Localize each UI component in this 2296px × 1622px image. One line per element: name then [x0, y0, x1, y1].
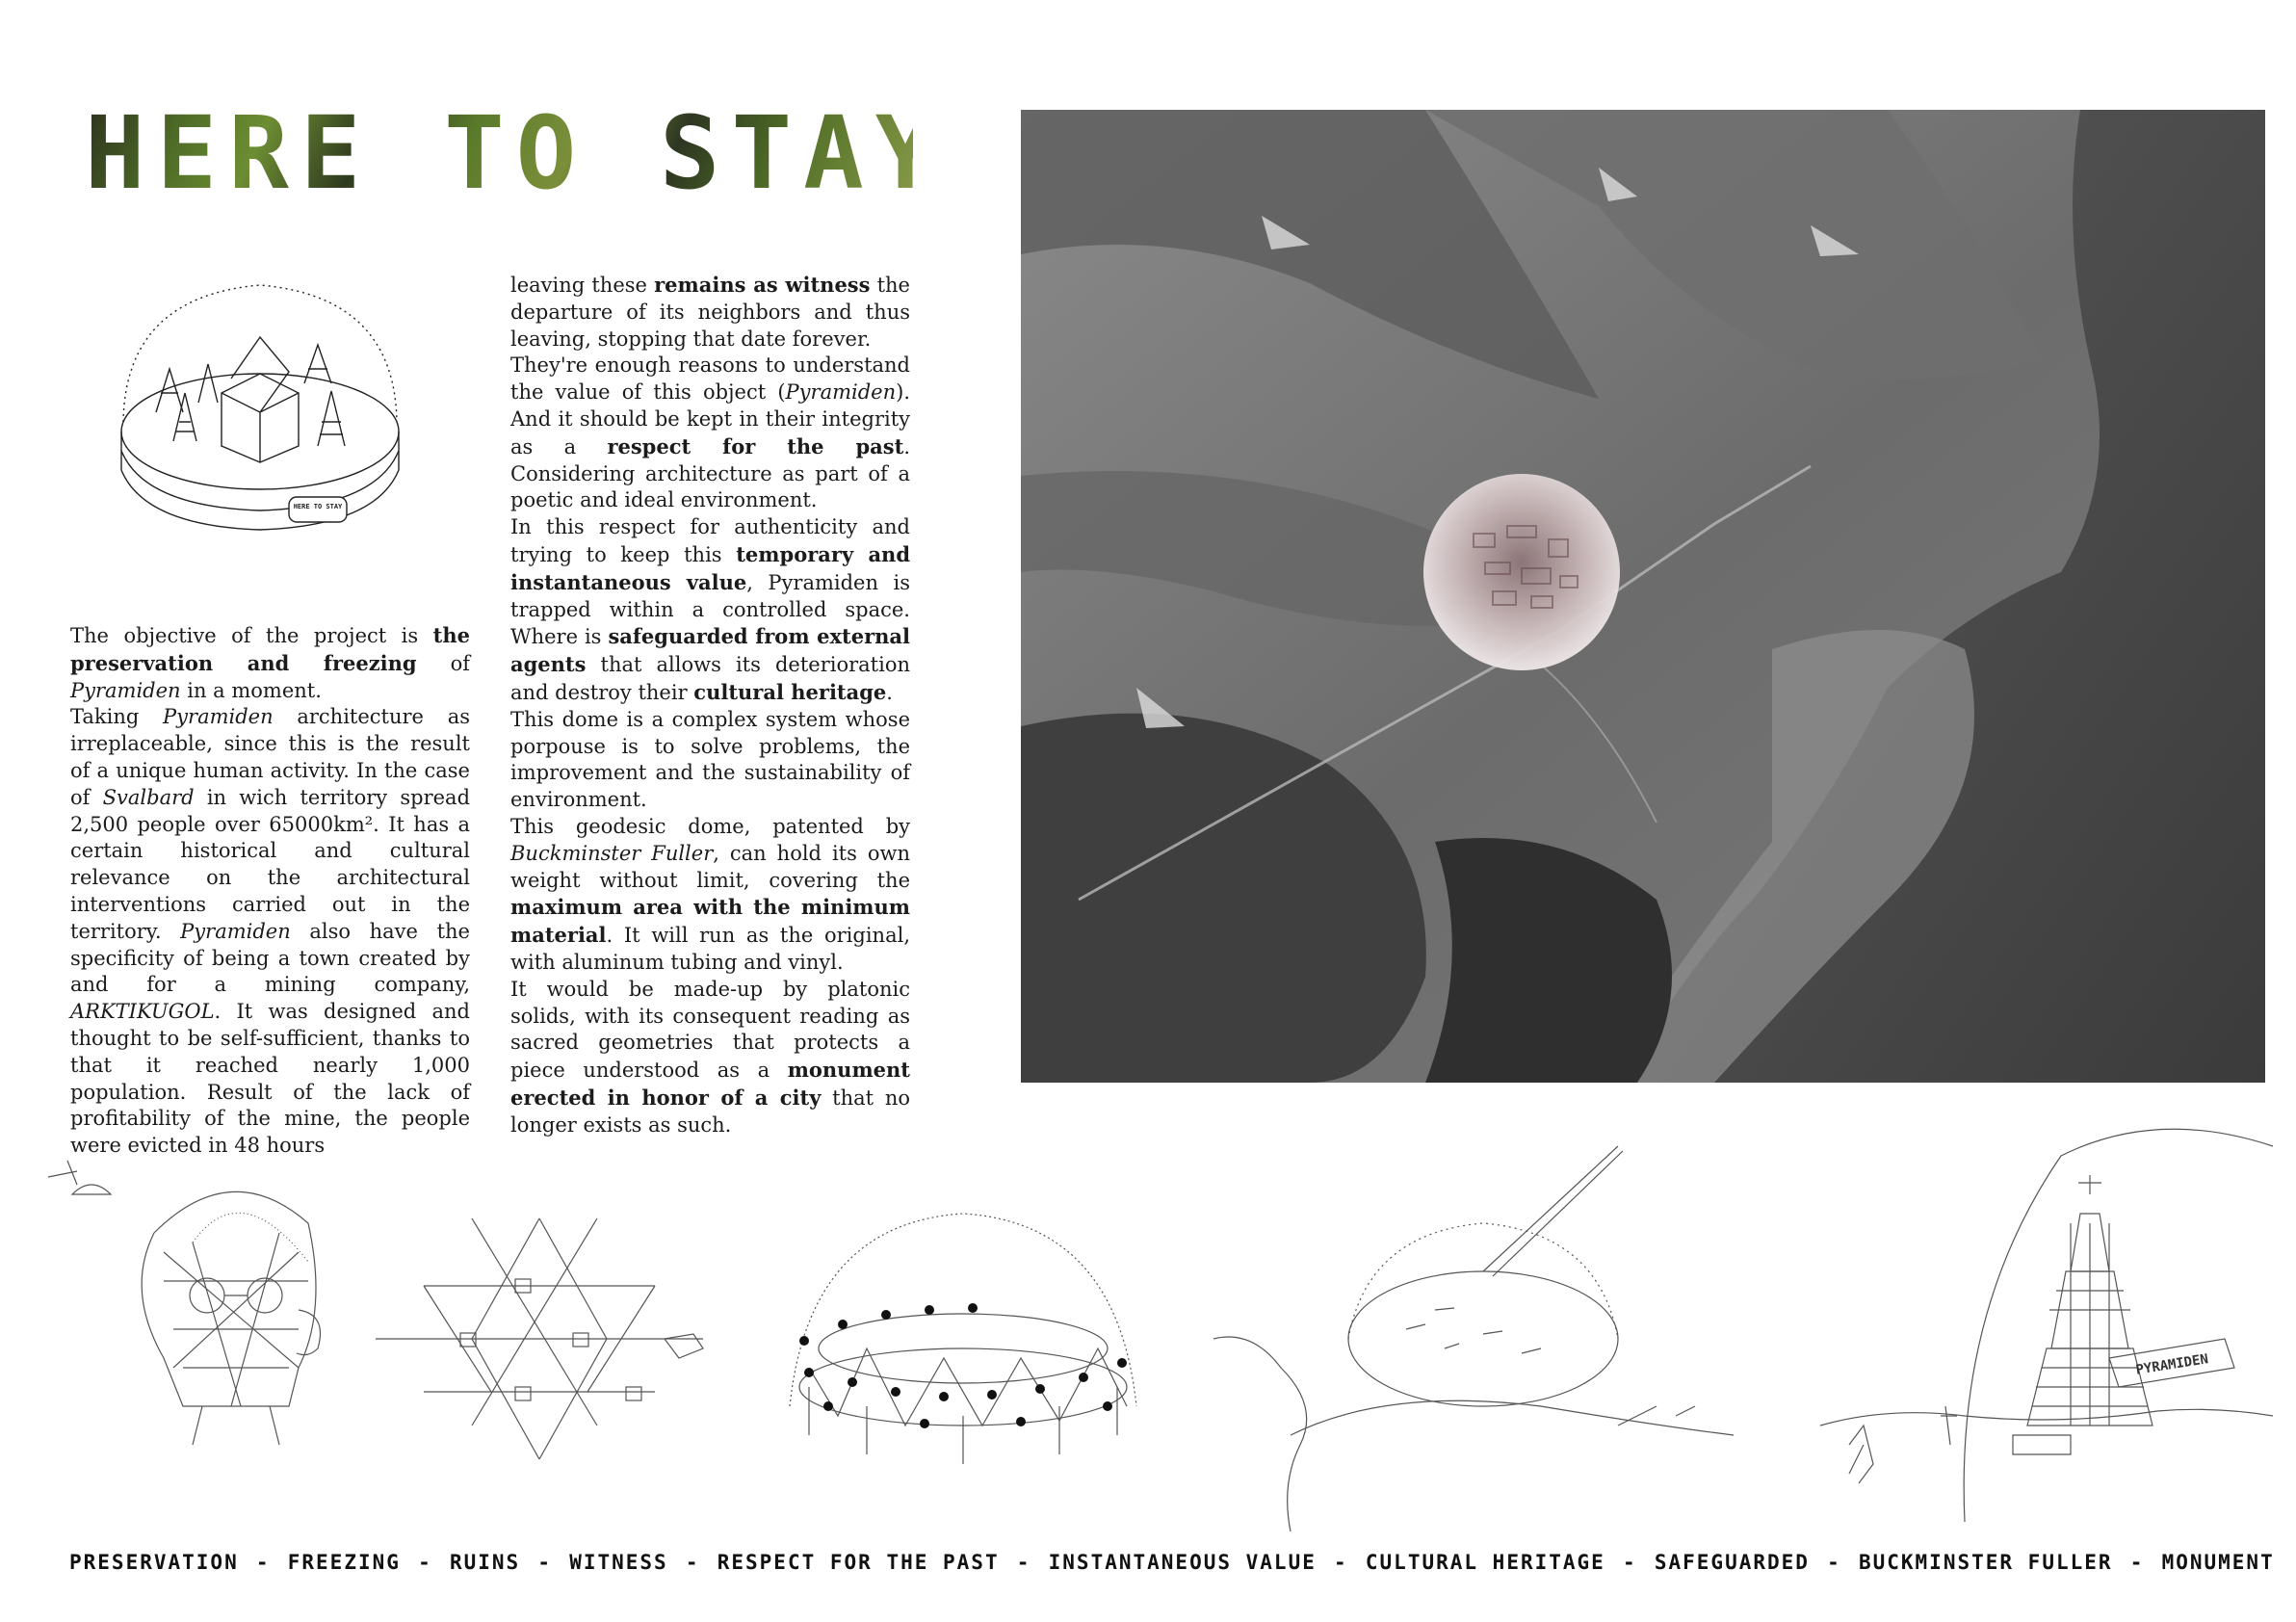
italic-text: Svalbard [102, 785, 195, 809]
keyword: FREEZING [287, 1551, 401, 1574]
keyword-separator: - [537, 1551, 552, 1574]
body-text: that allows its deterioration and destroy their [510, 653, 910, 704]
body-text: . It was designed and thought to be self-sufficient, thanks to that it reached nearly 1,000 population. Result of the lack of profitability of the mine, the people were evicted in 48 hours [70, 1000, 470, 1158]
keyword: INSTANTANEOUS VALUE [1048, 1551, 1317, 1574]
body-text: also have the specificity of being a town created by and for a mining company, [70, 919, 470, 997]
body-text: They're enough reasons to understand the value of this object ( [510, 353, 910, 405]
keyword: MONUMENT [2161, 1551, 2275, 1574]
body-text: . Considering architecture as part of a poetic and ideal environment. [510, 434, 910, 512]
body-text: . [886, 680, 893, 704]
emphasis-text: the preservation and freezing [70, 623, 470, 675]
keyword-separator: - [1334, 1551, 1348, 1574]
keyword: PRESERVATION [69, 1551, 239, 1574]
body-text: It would be made-up by platonic solids, with its consequent reading as sacred geometries that protects a piece understood as a [510, 977, 910, 1083]
keyword: RESPECT FOR THE PAST [717, 1551, 1000, 1574]
body-text: that no longer exists as such. [510, 1086, 910, 1137]
body-text: architecture as irreplaceable, since this is the result of a unique human activity. In the case of [70, 705, 470, 809]
pyramiden-monument-sketch [1820, 1129, 2273, 1522]
body-text: in wich territory spread 2,500 people over 65000km². It has a certain historical and cultural relevance on the architectural interventions carried out in the territory. [70, 785, 471, 943]
keyword: RUINS [449, 1551, 521, 1574]
keyword-separator: - [2129, 1551, 2145, 1574]
body-text: , can hold its own weight without limit, covering the [510, 841, 910, 892]
keyword-separator: - [685, 1551, 700, 1574]
emphasis-text: monument erected in honor of a city [510, 1058, 910, 1110]
body-text: in a moment. [180, 678, 322, 702]
sketch-strip [39, 1117, 2273, 1541]
emphasis-text: temporary and instantaneous value [510, 541, 910, 594]
body-text: of [416, 651, 470, 675]
body-text: , Pyramiden is trapped within a controlled space. Where is [510, 570, 910, 649]
body-text: This dome is a complex system whose porpouse is to solve problems, the improvement and the sustainability of environment. [510, 707, 910, 812]
fuller-portrait-sketch [48, 1161, 321, 1445]
emphasis-text: safeguarded from external agents [510, 624, 910, 677]
keyword: SAFEGUARDED [1654, 1551, 1810, 1574]
italic-text: ARKTIKUGOL [70, 1000, 215, 1024]
geodesic-pattern-diagram [376, 1218, 703, 1459]
keyword-separator: - [418, 1551, 432, 1574]
keywords-bar [69, 1549, 2275, 1576]
plaque-text: HERE TO STAY [293, 503, 343, 510]
body-text: leaving these [510, 274, 655, 297]
body-text: the departure of its neighbors and thus leaving, stopping that date forever. [510, 274, 910, 351]
snow-globe-illustration [106, 277, 414, 605]
body-text: This geodesic dome, patented by [510, 814, 910, 838]
keyword-separator: - [1016, 1551, 1031, 1574]
keyword: CULTURAL HERITAGE [1365, 1551, 1605, 1574]
italic-text: Pyramiden [785, 380, 897, 405]
body-text: Taking [70, 705, 164, 729]
emphasis-text: cultural heritage [693, 679, 887, 704]
italic-text: Pyramiden [163, 705, 274, 729]
emphasis-text: remains as witness [654, 273, 871, 297]
page-title: HERE TO STAY [85, 94, 948, 212]
text-column-right [510, 272, 910, 1139]
body-text: In this respect for authenticity and trying to keep this [510, 515, 910, 566]
italic-text: Pyramiden [70, 678, 181, 702]
keyword: WITNESS [569, 1551, 668, 1574]
paragraph [510, 814, 910, 977]
emphasis-text: respect for the past [607, 433, 904, 458]
landscape-dome-sketch [1213, 1146, 1734, 1531]
body-text: ). And it should be kept in their integrity as a [510, 380, 910, 458]
italic-text: Pyramiden [180, 919, 291, 943]
aerial-satellite-image [1021, 110, 2265, 1083]
body-text: . It will run as the original, with aluminum tubing and vinyl. [510, 924, 910, 974]
body-text: The objective of the project is [70, 624, 433, 647]
text-column-left [70, 622, 470, 1160]
keyword: BUCKMINSTER FULLER [1858, 1551, 2113, 1574]
dome-structure-sketch [790, 1214, 1136, 1464]
keyword-separator: - [255, 1551, 271, 1574]
paragraph [70, 622, 470, 704]
paragraph [510, 514, 910, 707]
keyword-separator: - [1623, 1551, 1637, 1574]
pyramiden-sign-text: PYRAMIDEN [2134, 1351, 2210, 1378]
paragraph [510, 353, 910, 514]
italic-text: Buckminster Fuller [510, 841, 714, 865]
emphasis-text: maximum area with the minimum material [510, 895, 910, 948]
paragraph [510, 977, 910, 1139]
paragraph [510, 707, 910, 814]
paragraph [70, 704, 470, 1160]
keyword-separator: - [1827, 1551, 1841, 1574]
paragraph [510, 272, 910, 353]
